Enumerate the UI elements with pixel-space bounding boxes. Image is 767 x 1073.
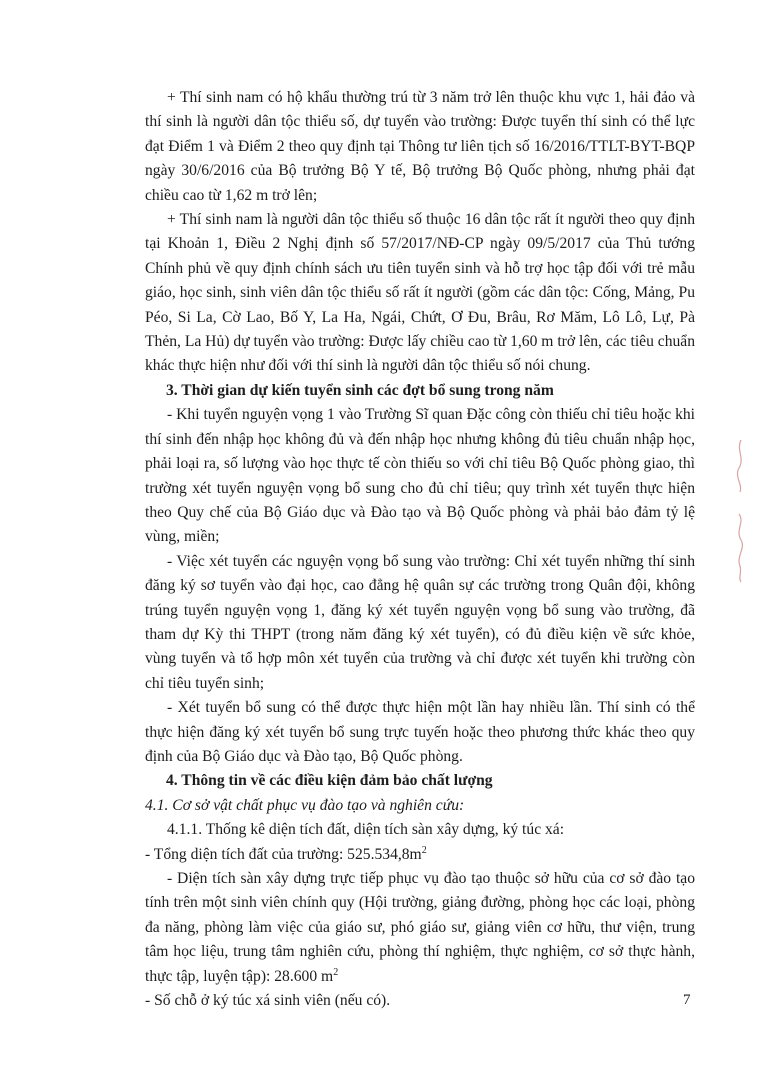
document-body [145, 86, 695, 1013]
area-unit-superscript: 2 [421, 844, 427, 856]
paragraph-height-requirement-region1: + Thí sinh nam có hộ khẩu thường trú từ 3 năm trở lên thuộc khu vực 1, hải đảo và thí sinh là người dân tộc thiểu số, dự tuyển vào trường: Được tuyển thí sinh có thể lực đạt Điểm 1 và Điểm 2 theo quy định tại Thông tư liên tịch số 16/2016/TTLT-BYT-BQP ngày 30/6/2016 của Bộ trưởng Bộ Y tế, Bộ trưởng Bộ Quốc phòng, nhưng phải đạt chiều cao từ 1,62 m trở lên; [145, 89, 695, 204]
area-unit-superscript: 2 [333, 966, 339, 978]
total-land-area-text: - Tổng diện tích đất của trường: 525.534,8m [145, 845, 422, 863]
section-heading-3: 3. Thời gian dự kiến tuyển sinh các đợt bổ sung trong năm [166, 381, 554, 399]
paragraph-dormitory: - Số chỗ ở ký túc xá sinh viên (nếu có). [145, 992, 391, 1010]
paragraph-4-1-1: 4.1.1. Thống kê diện tích đất, diện tích sàn xây dựng, ký túc xá: [167, 821, 565, 839]
margin-signature-mark [727, 436, 751, 586]
page-number: 7 [683, 992, 691, 1008]
floor-area-text: - Diện tích sàn xây dựng trực tiếp phục vụ đào tạo thuộc sở hữu của cơ sở đào tạo tính trên một sinh viên chính quy (Hội trường, giảng đường, phòng học các loại, phòng đa năng, phòng làm việc của giáo sư, phó giáo sư, giảng viên cơ hữu, thư viện, trung tâm học liệu, trung tâm nghiên cứu, phòng thí nghiệm, thực nghiệm, cơ sở thực hành, thực tập, luyện tập): 28.600 m [145, 870, 695, 985]
paragraph-supplementary-quota: - Khi tuyển nguyện vọng 1 vào Trường Sĩ quan Đặc công còn thiếu chỉ tiêu hoặc khi thí sinh đến nhập học không đủ và đến nhập học nhưng không đủ tiêu chuẩn nhập học, phải loại ra, số lượng vào học thực tế còn thiếu so với chỉ tiêu Bộ Quốc phòng giao, thì trường xét tuyển nguyện vọng bổ sung cho đủ chỉ tiêu; quy trình xét tuyển thực hiện theo Quy chế của Bộ Giáo dục và Đào tạo và Bộ Quốc phòng và phải bảo đảm tỷ lệ vùng, miền; [145, 406, 695, 546]
paragraph-height-requirement-minority: + Thí sinh nam là người dân tộc thiểu số thuộc 16 dân tộc rất ít người theo quy định tại Khoản 1, Điều 2 Nghị định số 57/2017/NĐ-CP ngày 09/5/2017 của Thủ tướng Chính phủ về quy định chính sách ưu tiên tuyển sinh và hỗ trợ học tập đối với trẻ mẫu giáo, học sinh, sinh viên dân tộc thiểu số rất ít người (gồm các dân tộc: Cống, Mảng, Pu Péo, Si La, Cờ Lao, Bố Y, La Ha, Ngái, Chứt, Ơ Đu, Brâu, Rơ Măm, Lô Lô, Lự, Pà Thẻn, La Hủ) dự tuyển vào trường: Được lấy chiều cao từ 1,60 m trở lên, các tiêu chuẩn khác thực hiện như đối với thí sinh là người dân tộc thiểu số nói chung. [145, 211, 696, 375]
subsection-heading-4-1: 4.1. Cơ sở vật chất phục vụ đào tạo và nghiên cứu: [145, 796, 465, 814]
paragraph-supplementary-rounds: - Xét tuyển bổ sung có thể được thực hiện một lần hay nhiều lần. Thí sinh có thể thực hiện đăng ký xét tuyển bổ sung trực tuyến hoặc theo phương thức khác theo quy định của Bộ Giáo dục và Đào tạo, Bộ Quốc phòng. [145, 699, 695, 765]
paragraph-supplementary-eligibility: - Việc xét tuyển các nguyện vọng bổ sung vào trường: Chỉ xét tuyển những thí sinh đăng ký sơ tuyển vào đại học, cao đẳng hệ quân sự các trường trong Quân đội, không trúng tuyển nguyện vọng 1, đăng ký xét tuyển nguyện vọng bổ sung vào trường, đã tham dự Kỳ thi THPT (trong năm đăng ký xét tuyển), có đủ điều kiện về sức khỏe, vùng tuyển và tổ hợp môn xét tuyển của trường và chỉ được xét tuyển khi trường còn chỉ tiêu tuyển sinh; [145, 552, 695, 692]
section-heading-4: 4. Thông tin về các điều kiện đảm bảo chất lượng [166, 772, 493, 790]
paragraph-floor-area [145, 867, 695, 989]
paragraph-total-land-area [145, 843, 695, 867]
